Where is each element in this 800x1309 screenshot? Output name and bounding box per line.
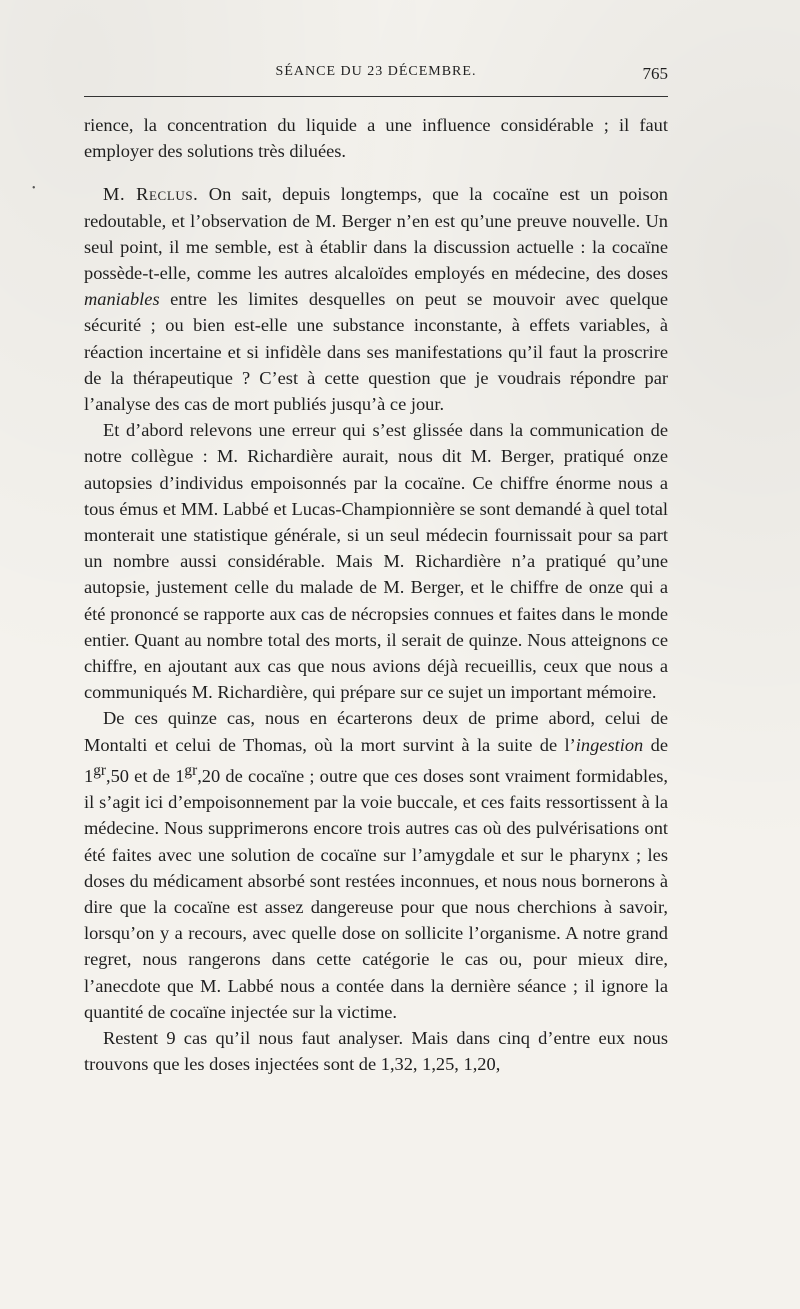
italic-term: ingestion [575, 734, 644, 755]
speaker-name: M. Reclus. [103, 184, 199, 205]
paragraph-3: Et d’abord relevons une erreur qui s’est glissée dans la communication de notre collègue : M. Richardière aurait, nous dit M. Berger, pratiqué onze autopsies d’individus empoisonnés par la cocaïne. Ce chiffre énorme nous a tous émus et MM. Labbé et Lucas-Championnière se sont demandé à quel total monterait une statistique générale, si un seul médecin fournissait pour sa part un nombre aussi considérable. Mais M. Richardière n’a pratiqué qu’une autopsie, justement celle du malade de M. Berger, et le chiffre de onze qui a été prononcé se rapporte aux cas de nécropsies connues et faites dans le monde entier. Quant au nombre total des morts, il serait de quinze. Nous atteignons ce chiffre, en ajoutant aux cas que nous avions déjà recueillis, ceux que nous a communiqués M. Richardière, qui prépare sur ce sujet un important mémoire. [84, 420, 668, 703]
paragraph-4-text-b: de 1 [84, 734, 668, 786]
running-head: SÉANCE DU 23 DÉCEMBRE. [275, 64, 477, 79]
paragraph-2 [84, 181, 668, 417]
margin-mark: • [32, 183, 36, 194]
paragraph-4 [84, 705, 668, 1025]
page-header [84, 64, 668, 86]
unit-superscript: gr [93, 761, 106, 779]
paragraph-2-text-b: entre les limites desquelles on peut se mouvoir avec quelque sécurité ; ou bien est-elle une substance inconstante, à effets variables, à réaction incertaine et si infidèle dans ses manifestations qu’il faut la proscrire de la thérapeutique ? C’est à cette question que je voudrais répondre par l’analyse des cas de mort publiés jusqu’à ce jour. [84, 289, 668, 415]
unit-superscript: gr [184, 761, 198, 779]
page-number: 765 [642, 64, 668, 83]
header-rule [84, 96, 668, 97]
paragraph-5: Restent 9 cas qu’il nous faut analyser. Mais dans cinq d’entre eux nous trouvons que les doses injectées sont de 1,32, 1,25, 1,20, [84, 1028, 668, 1075]
paragraph-4-text-a: De ces quinze cas, nous en écarterons deux de prime abord, celui de Montalti et celui de Thomas, où la mort survint à la suite de l’ [84, 708, 668, 755]
paragraph-4-text-c: ,50 et de 1 [105, 766, 185, 786]
paragraph-4-text-d: ,20 de cocaïne ; outre que ces doses sont vraiment formidables, il s’agit ici d’empoisonnement par la voie buccale, et ces faits ressortissent à la médecine. Nous supprimerons encore trois autres cas où des pulvérisations ont été faites avec une solution de cocaïne sur l’amygdale et sur le pharynx ; les doses du médicament absorbé sont restées inconnues, et nous nous bornerons à dire que la cocaïne est assez dangereuse pour que nous cherchions à savoir, lorsqu’on y a recours, avec quelle dose on sollicite l’organisme. A notre grand regret, nous rangerons dans cette catégorie le cas ou, pour mieux dire, l’anecdote que M. Labbé nous a contée dans la dernière séance ; il ignore la quantité de cocaïne injectée sur la victime. [84, 766, 669, 1022]
body-text [84, 112, 668, 1077]
italic-term: maniables [84, 289, 160, 310]
paragraph-2-text-a: On sait, depuis longtemps, que la cocaïne est un poison redoutable, et l’observation de M. Berger n’en est qu’une preuve nouvelle. Un seul point, il me semble, est à établir dans la discussion actuelle : la cocaïne possède-t-elle, comme les autres alcaloïdes employés en médecine, des doses [84, 184, 669, 284]
paragraph-1: rience, la concentration du liquide a une influence considérable ; il faut employer des solutions très diluées. [84, 115, 668, 162]
